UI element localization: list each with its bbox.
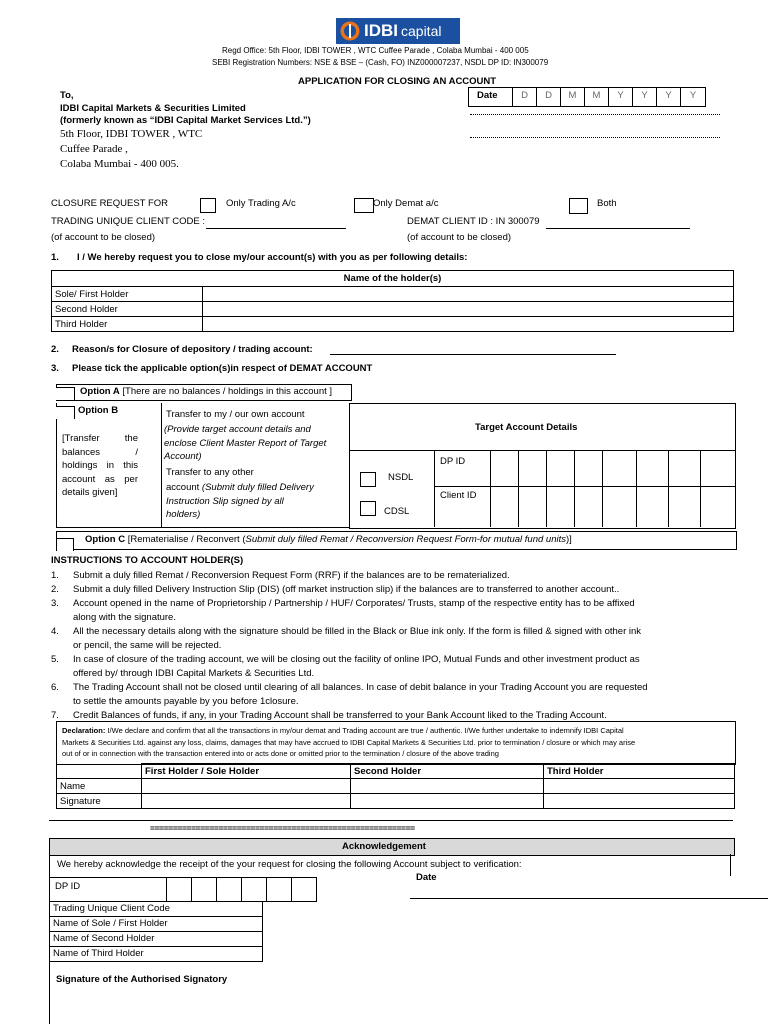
target-dpid-label: DP ID xyxy=(440,456,466,467)
instruction-item xyxy=(51,569,741,583)
closure-label: CLOSURE REQUEST FOR xyxy=(51,198,169,209)
ack-row-label: Name of Third Holder xyxy=(50,946,263,961)
section3-text: Please tick the applicable option(s)in respect of DEMAT ACCOUNT xyxy=(72,363,373,374)
nsdl-label: NSDL xyxy=(388,472,414,483)
declaration-line1: I/We declare and confirm that all the transactions in my/our demat and Trading account are true / authentic. I/We further undertake to indemnify IDBI Capital xyxy=(107,726,624,735)
date-box[interactable] xyxy=(468,87,706,107)
section2-text: Reason/s for Closure of depository / trading account: xyxy=(72,344,313,355)
option-c-checkbox[interactable] xyxy=(56,538,74,551)
instruction-item xyxy=(51,597,741,625)
option-b-label: Option B xyxy=(78,405,119,416)
instruction-item xyxy=(51,653,741,681)
option-b-account-word: account xyxy=(166,482,200,493)
option-a-checkbox[interactable] xyxy=(56,387,75,400)
target-account-title: Target Account Details xyxy=(475,422,578,433)
declaration-line2: Markets & Securities Ltd. against any loss, claims, damages that may have accrued to IDBI Capital Markets & Securities Ltd. prior to termination / closure or which may arise xyxy=(62,737,636,747)
instruction-line1: Submit a duly filled Remat / Reconversion Request Form (RRF) if the balances are to be rematerialized. xyxy=(73,570,510,581)
option-b-other-text xyxy=(166,481,316,522)
nsdl-checkbox[interactable] xyxy=(360,472,376,487)
regd-office: Regd Office: 5th Floor, IDBI TOWER , WTC Cuffee Parade , Colaba Mumbai - 400 005 xyxy=(222,46,529,55)
instruction-number: 4. xyxy=(51,626,59,637)
address-to: To, xyxy=(60,90,74,101)
option-a-desc: [There are no balances / holdings in this account ] xyxy=(122,386,333,397)
sebi-registration: SEBI Registration Numbers: NSE & BSE – (Cash, FO) INZ000007237, NSDL DP ID: IN300079 xyxy=(212,58,549,67)
date-cell[interactable]: Y xyxy=(689,90,697,101)
holder-second-input[interactable] xyxy=(203,302,734,317)
sig-col-first: First Holder / Sole Holder xyxy=(142,764,351,779)
section1-text: I / We hereby request you to close my/our account(s) with you as per following details: xyxy=(77,252,468,263)
instruction-line1: Submit a duly filled Delivery Instruction Slip (DIS) (off market instruction slip) if the balances are to transferred to another account.. xyxy=(73,584,620,595)
date-cell[interactable]: M xyxy=(585,88,609,106)
instruction-number: 5. xyxy=(51,654,59,665)
option-b-own-account: Transfer to my / our own account xyxy=(166,409,305,420)
ack-row-label: Name of Second Holder xyxy=(50,931,263,946)
instruction-text xyxy=(73,583,619,597)
holder-row-label: Third Holder xyxy=(52,317,203,332)
date-cell[interactable]: Y xyxy=(609,88,633,106)
option-a-text xyxy=(80,386,332,397)
ack-dpid-label: DP ID xyxy=(50,878,167,901)
sig-col-second: Second Holder xyxy=(351,764,544,779)
date-cell[interactable]: Y xyxy=(657,88,681,106)
option-b-own-note: (Provide target account details and enclose Client Master Report of Target Account) xyxy=(164,424,327,462)
date-label: Date xyxy=(469,88,513,106)
ack-text: We hereby acknowledge the receipt of the your request for closing the following Account subject to verification: xyxy=(57,859,522,870)
instructions-list xyxy=(51,569,741,723)
ack-date-label: Date xyxy=(416,872,437,883)
instructions-title: INSTRUCTIONS TO ACCOUNT HOLDER(S) xyxy=(51,555,244,566)
tucc-note: (of account to be closed) xyxy=(51,232,156,243)
logo-mark-icon xyxy=(339,20,361,42)
separator: ========================================================== xyxy=(150,823,415,833)
instruction-item xyxy=(51,583,741,597)
cdsl-checkbox[interactable] xyxy=(360,501,376,516)
ack-row-label: Name of Sole / First Holder xyxy=(50,916,263,931)
cdsl-label: CDSL xyxy=(384,506,410,517)
option-c-text xyxy=(85,534,572,545)
address-area: Cuffee Parade , xyxy=(60,143,128,155)
instruction-text xyxy=(73,597,635,625)
reason-field[interactable] xyxy=(330,354,616,355)
declaration-text xyxy=(62,725,732,760)
instruction-number: 2. xyxy=(51,584,59,595)
instruction-number: 3. xyxy=(51,598,59,609)
address-city: Colaba Mumbai - 400 005. xyxy=(60,158,179,170)
holder-first-input[interactable] xyxy=(203,287,734,302)
ack-dpid-cells[interactable] xyxy=(167,878,316,901)
tucc-label: TRADING UNIQUE CLIENT CODE : xyxy=(51,216,205,227)
holders-table-header: Name of the holder(s) xyxy=(52,271,734,287)
option-c-desc-italic: Submit duly filled Remat / Reconversion Request Form-for mutual fund units xyxy=(245,534,566,545)
instruction-line1: Account opened in the name of Proprietorship / Partnership / HUF/ Corporates/ Trusts, stamp of the respective entity has to be affixed xyxy=(73,598,635,609)
date-cell[interactable]: D xyxy=(513,88,537,106)
option-b-checkbox[interactable] xyxy=(56,406,75,419)
instruction-line2: along with the signature. xyxy=(73,612,176,623)
signature-first-input[interactable] xyxy=(142,794,351,809)
page-title: APPLICATION FOR CLOSING AN ACCOUNT xyxy=(298,76,497,87)
declaration-label: Declaration: xyxy=(62,726,106,735)
only-demat-label: Only Demat a/c xyxy=(373,198,439,209)
sig-col-third: Third Holder xyxy=(544,764,735,779)
instruction-text xyxy=(73,653,640,681)
instruction-item xyxy=(51,681,741,709)
instruction-line2: offered by/ through IDBI Capital Markets & Securities Ltd. xyxy=(73,668,315,679)
ack-table xyxy=(49,901,263,962)
only-trading-label: Only Trading A/c xyxy=(226,198,296,209)
demat-field[interactable] xyxy=(546,228,690,229)
declaration-line3: out of or in connection with the transaction entered into or acts done or omitted prior to the termination / closure of the above trading xyxy=(62,749,499,758)
demat-note: (of account to be closed) xyxy=(407,232,512,243)
ack-title: Acknowledgement xyxy=(342,841,426,852)
instruction-line1: The Trading Account shall not be closed until clearing of all balances. In case of debit balance in your Trading Account you are requested xyxy=(73,682,648,693)
both-label: Both xyxy=(597,198,617,209)
signature-second-input[interactable] xyxy=(351,794,544,809)
section3-number: 3. xyxy=(51,363,59,374)
date-cell[interactable]: Y xyxy=(633,88,657,106)
holder-third-input[interactable] xyxy=(203,317,734,332)
sig-row-label: Signature xyxy=(57,794,142,809)
option-b-desc: [Transfer the balances / holdings in this account as per details given] xyxy=(62,433,138,498)
holder-row-label: Sole/ First Holder xyxy=(52,287,203,302)
instruction-text xyxy=(73,625,641,653)
both-checkbox[interactable] xyxy=(569,198,588,214)
instruction-text xyxy=(73,569,510,583)
ack-dpid-cell[interactable] xyxy=(242,878,267,901)
ack-dpid-cell[interactable] xyxy=(217,878,242,901)
instruction-number: 6. xyxy=(51,682,59,693)
holder-row-label: Second Holder xyxy=(52,302,203,317)
address-company: IDBI Capital Markets & Securities Limited xyxy=(60,103,246,114)
instruction-line2: or pencil, the same will be rejected. xyxy=(73,640,222,651)
signature-table xyxy=(56,763,735,809)
name-first-input[interactable] xyxy=(142,779,351,794)
ack-date-field[interactable] xyxy=(410,898,768,899)
option-b-other-note: (Submit duly filled Delivery Instruction Slip signed by all holders) xyxy=(166,482,314,520)
tucc-field[interactable] xyxy=(206,228,346,229)
ack-row-label: Trading Unique Client Code xyxy=(50,901,263,916)
instruction-number: 1. xyxy=(51,570,59,581)
holders-table xyxy=(51,270,734,332)
ack-dpid-cell[interactable] xyxy=(292,878,316,901)
instruction-item xyxy=(51,625,741,653)
ack-dpid-box xyxy=(49,877,317,902)
name-second-input[interactable] xyxy=(351,779,544,794)
instruction-line1: All the necessary details along with the signature should be filled in the Black or Blue ink only. If the form is filled & signed with other ink xyxy=(73,626,642,637)
date-cell[interactable]: D xyxy=(537,88,561,106)
ack-dpid-cell[interactable] xyxy=(167,878,192,901)
target-clientid-label: Client ID xyxy=(440,490,477,501)
logo xyxy=(336,18,460,44)
date-cell[interactable]: M xyxy=(561,88,585,106)
ack-dpid-cell[interactable] xyxy=(192,878,217,901)
address-formerly: (formerly known as “IDBI Capital Market Services Ltd.”) xyxy=(60,115,311,126)
sig-row-label: Name xyxy=(57,779,142,794)
instruction-number: 7. xyxy=(51,710,59,721)
ack-signature-label: Signature of the Authorised Signatory xyxy=(56,974,228,985)
option-c-desc-start: [Rematerialise / Reconvert ( xyxy=(127,534,246,545)
demat-label: DEMAT CLIENT ID : IN 300079 xyxy=(407,216,540,227)
instruction-text xyxy=(73,681,648,709)
logo-suffix: capital xyxy=(401,23,442,39)
section2-number: 2. xyxy=(51,344,59,355)
section1-number: 1. xyxy=(51,252,59,263)
ack-dpid-cell[interactable] xyxy=(267,878,292,901)
logo-brand: IDBI xyxy=(364,21,398,40)
instruction-line1: In case of closure of the trading account, we will be closing out the facility of online IPO, Mutual Funds and other investment product as xyxy=(73,654,640,665)
option-c-desc-end: )] xyxy=(565,534,572,545)
only-demat-checkbox[interactable] xyxy=(354,198,374,213)
address-floor: 5th Floor, IDBI TOWER , WTC xyxy=(60,128,203,140)
option-c-label: Option C xyxy=(85,534,126,545)
only-trading-checkbox[interactable] xyxy=(200,198,216,213)
instruction-line1: Credit Balances of funds, if any, in your Trading Account shall be transferred to your Bank Account liked to the Trading Account. xyxy=(73,710,607,721)
signature-third-input[interactable] xyxy=(544,794,735,809)
name-third-input[interactable] xyxy=(544,779,735,794)
option-b-other-account: Transfer to any other xyxy=(166,467,254,478)
instruction-line2: to settle the amounts payable by you before 1closure. xyxy=(73,696,299,707)
option-a-label: Option A xyxy=(80,386,120,397)
